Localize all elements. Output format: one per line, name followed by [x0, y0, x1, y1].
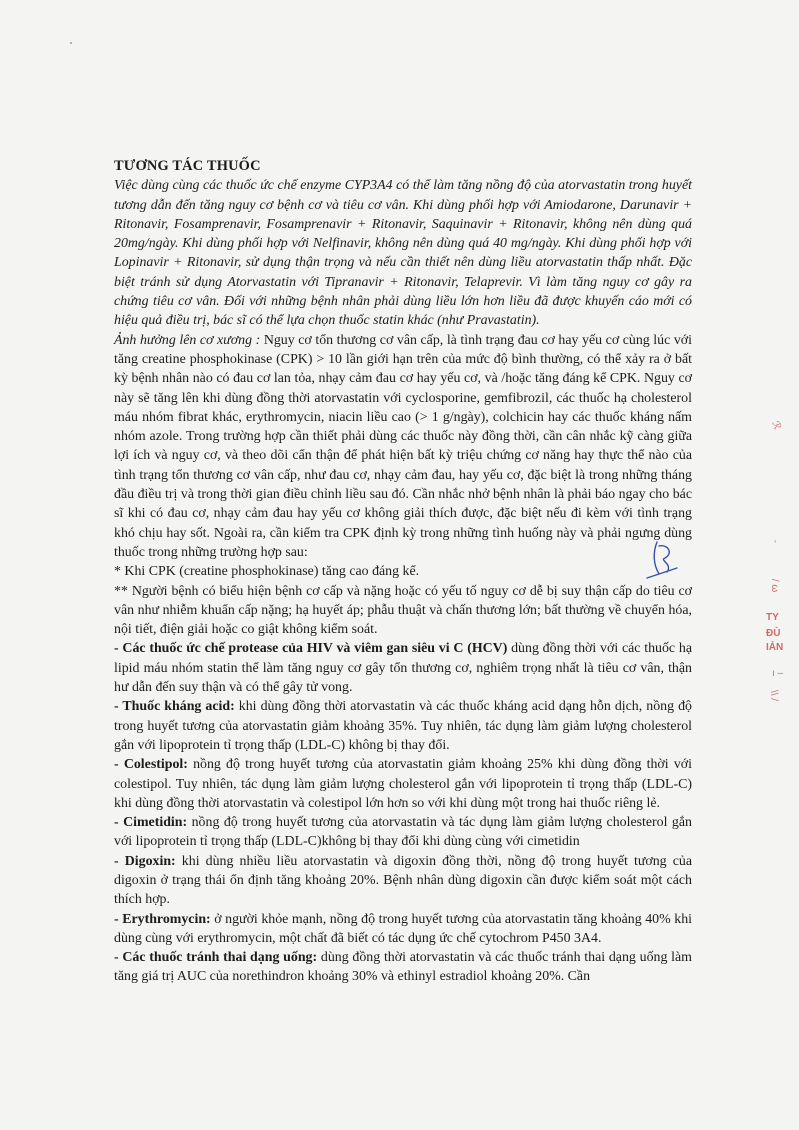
muscle-effects-text: Nguy cơ tổn thương cơ vân cấp, là tình trạng đau cơ hay yếu cơ cùng lúc với tăng creatine phosphokinase (CPK) > 10 lần giới hạn trên của mức độ bình thường, có thể xảy ra ở bất kỳ bệnh nhân nào có đau cơ lan tỏa, nhạy cảm đau cơ hay yếu cơ, và /hoặc tăng đáng kể CPK. Nguy cơ này sẽ tăng lên khi dùng đồng thời atorvastatin với cyclosporine, gemfibrozil, các thuốc hạ cholesterol máu nhóm fibrat khác, erythromycin, niacin liều cao (> 1 g/ngày), colchicin hay các thuốc kháng nấm nhóm azole. Trong trường hợp cần thiết phải dùng các thuốc này đồng thời, cần cân nhắc kỹ càng giữa lợi ích và nguy cơ, và theo dõi cẩn thận để phát hiện bất kỳ triệu chứng cơ năng hay thực thể nào của tình trạng tổn thương cơ vân cấp, như đau cơ, nhạy cảm đau, hay yếu cơ, đặc biệt là trong những tháng đầu điều trị và trong thời gian điều chỉnh liều sau đó. Cần nhắc nhở bệnh nhân là phải báo ngay cho bác sĩ khi có đau cơ, nhạy cảm đau hay yếu cơ không giải thích được, đặc biệt nếu đi kèm với tình trạng khó chịu hay sốt. Ngoài ra, cần kiểm tra CPK định kỳ trong những tình huống này và phải ngưng dùng thuốc trong những trường hợp sau:: [114, 332, 692, 560]
stamp-fragment-icon: ℛ: [769, 419, 783, 432]
stamp-fragment-icon: \\ /: [768, 689, 780, 702]
item-label: - Thuốc kháng acid:: [114, 699, 235, 715]
item-text: ở người khỏe mạnh, nồng độ trong huyết tương của atorvastatin tăng khoảng 40% khi dùng cùng với erythromycin, một chất đã biết có tác dụng ức chế cytochrom P450 3A4.: [114, 911, 693, 946]
item-text: khi dùng nhiều liều atorvastatin và digoxin đồng thời, nồng độ trong huyết tương của digoxin ở trạng thái ổn định tăng khoảng 20%. Bệnh nhân dùng digoxin cần được kiểm soát một cách thích hợp.: [114, 853, 692, 908]
item-text: dùng đồng thời với các thuốc hạ lipid máu nhóm statin thể làm tăng nguy cơ gây tổn thương cơ, nghiêm trọng nhất là tiêu cơ vân, thận hư dẫn đến suy thận và có thể gây tử vong.: [114, 641, 692, 696]
stamp-fragment-icon: ʼ: [774, 540, 777, 551]
paper-speck: [70, 42, 72, 44]
item-text: nồng độ trong huyết tương của atorvastatin giảm khoảng 25% khi dùng đồng thời với colestipol. Tuy nhiên, tác dụng làm giảm lượng cholesterol gắn với lipoprotein tỉ trọng thấp (LDL-C) khi dùng đồng thời atorvastatin và colestipol lớn hơn so với khi dùng một trong hai thuốc riêng lẻ.: [114, 757, 692, 811]
item-label: - Các thuốc ức chế protease của HIV và viêm gan siêu vi C (HCV): [114, 641, 508, 657]
bullet-risk-factors: ** Người bệnh có biểu hiện bệnh cơ cấp và nặng hoặc có yếu tố nguy cơ dễ bị suy thận cấp do tiêu cơ vân như nhiễm khuẩn cấp nặng; hạ huyết áp; phẫu thuật và chấn thương lớn; bất thường về chuyển hóa, nội tiết, điện giải hoặc co giật không kiểm soát.: [114, 583, 692, 638]
item-hiv-hcv-protease: [114, 639, 692, 697]
interaction-intro: Việc dùng cùng các thuốc ức chế enzyme CYP3A4 có thể làm tăng nồng độ của atorvastatin trong huyết tương dẫn đến tăng nguy cơ bệnh cơ và tiêu cơ vân. Khi dùng phối hợp với Amiodarone, Darunavir + Ritonavir, Fosamprenavir, Fosamprenavir + Ritonavir, Saquinavir + Ritonavir, không nên dùng quá 20mg/ngày. Khi dùng phối hợp với Nelfinavir, không nên dùng quá 40 mg/ngày. Khi dùng phối hợp với Lopinavir + Ritonavir, sử dụng thận trọng và nếu cần thiết nên dùng liều atorvastatin thấp nhất. Đặc biệt tránh sử dụng Atorvastatin với Tipranavir + Ritonavir, Telaprevir. Vì làm tăng nguy cơ gây ra chứng tiêu cơ vân. Đối với những bệnh nhân phải dùng liều lớn hơn liều đã được khuyến cáo mới có hiệu quả điều trị, bác sĩ có thể lựa chọn thuốc statin khác (như Pravastatin).: [114, 178, 692, 329]
item-label: - Erythromycin:: [114, 911, 211, 927]
document-body: [114, 157, 692, 987]
stamp-fragment-icon: / ω: [769, 578, 781, 593]
margin-mark-text: TY: [766, 612, 779, 623]
item-erythromycin: [114, 910, 692, 949]
item-antacid: [114, 697, 692, 755]
item-label: - Colestipol:: [114, 757, 188, 773]
item-label: - Cimetidin:: [114, 815, 188, 831]
muscle-effects-label: Ảnh hưởng lên cơ xương :: [114, 332, 261, 348]
item-label: - Các thuốc tránh thai dạng uống:: [114, 950, 318, 966]
margin-mark-text: ĐÙ: [766, 628, 781, 639]
handwritten-signature-icon: [643, 538, 683, 584]
item-colestipol: [114, 755, 692, 813]
item-text: khi dùng đồng thời atorvastatin và các thuốc kháng acid dạng hỗn dịch, nồng độ trong huyết tương của atorvastatin giảm khoảng 35%. Tuy nhiên, tác dụng làm giảm lượng cholesterol gắn với lipoprotein tỉ trọng thấp (LDL-C) không bị thay đổi.: [114, 699, 692, 753]
item-label: - Digoxin:: [114, 853, 176, 869]
item-oral-contraceptives: [114, 948, 692, 987]
stamp-fragment-icon: ı –: [772, 668, 784, 679]
item-text: dùng đồng thời atorvastatin và các thuốc tránh thai dạng uống làm tăng giá trị AUC của norethindron khoảng 30% và ethinyl estradiol khoảng 20%. Cần: [114, 950, 692, 985]
item-cimetidin: [114, 813, 692, 852]
bullet-cpk: * Khi CPK (creatine phosphokinase) tăng cao đáng kể.: [114, 564, 420, 580]
item-digoxin: [114, 852, 692, 910]
muscle-effects-paragraph: [114, 331, 692, 563]
section-heading: TƯƠNG TÁC THUỐC: [114, 158, 261, 174]
margin-mark-text: IẢN: [766, 642, 784, 653]
margin-stamp-marks: [762, 420, 792, 740]
item-text: nồng độ trong huyết tương của atorvastatin và tác dụng làm giảm lượng cholesterol gắn với lipoprotein tỉ trọng thấp (LDL-C)không bị thay đổi khi dùng cùng với cimetidin: [114, 815, 692, 850]
